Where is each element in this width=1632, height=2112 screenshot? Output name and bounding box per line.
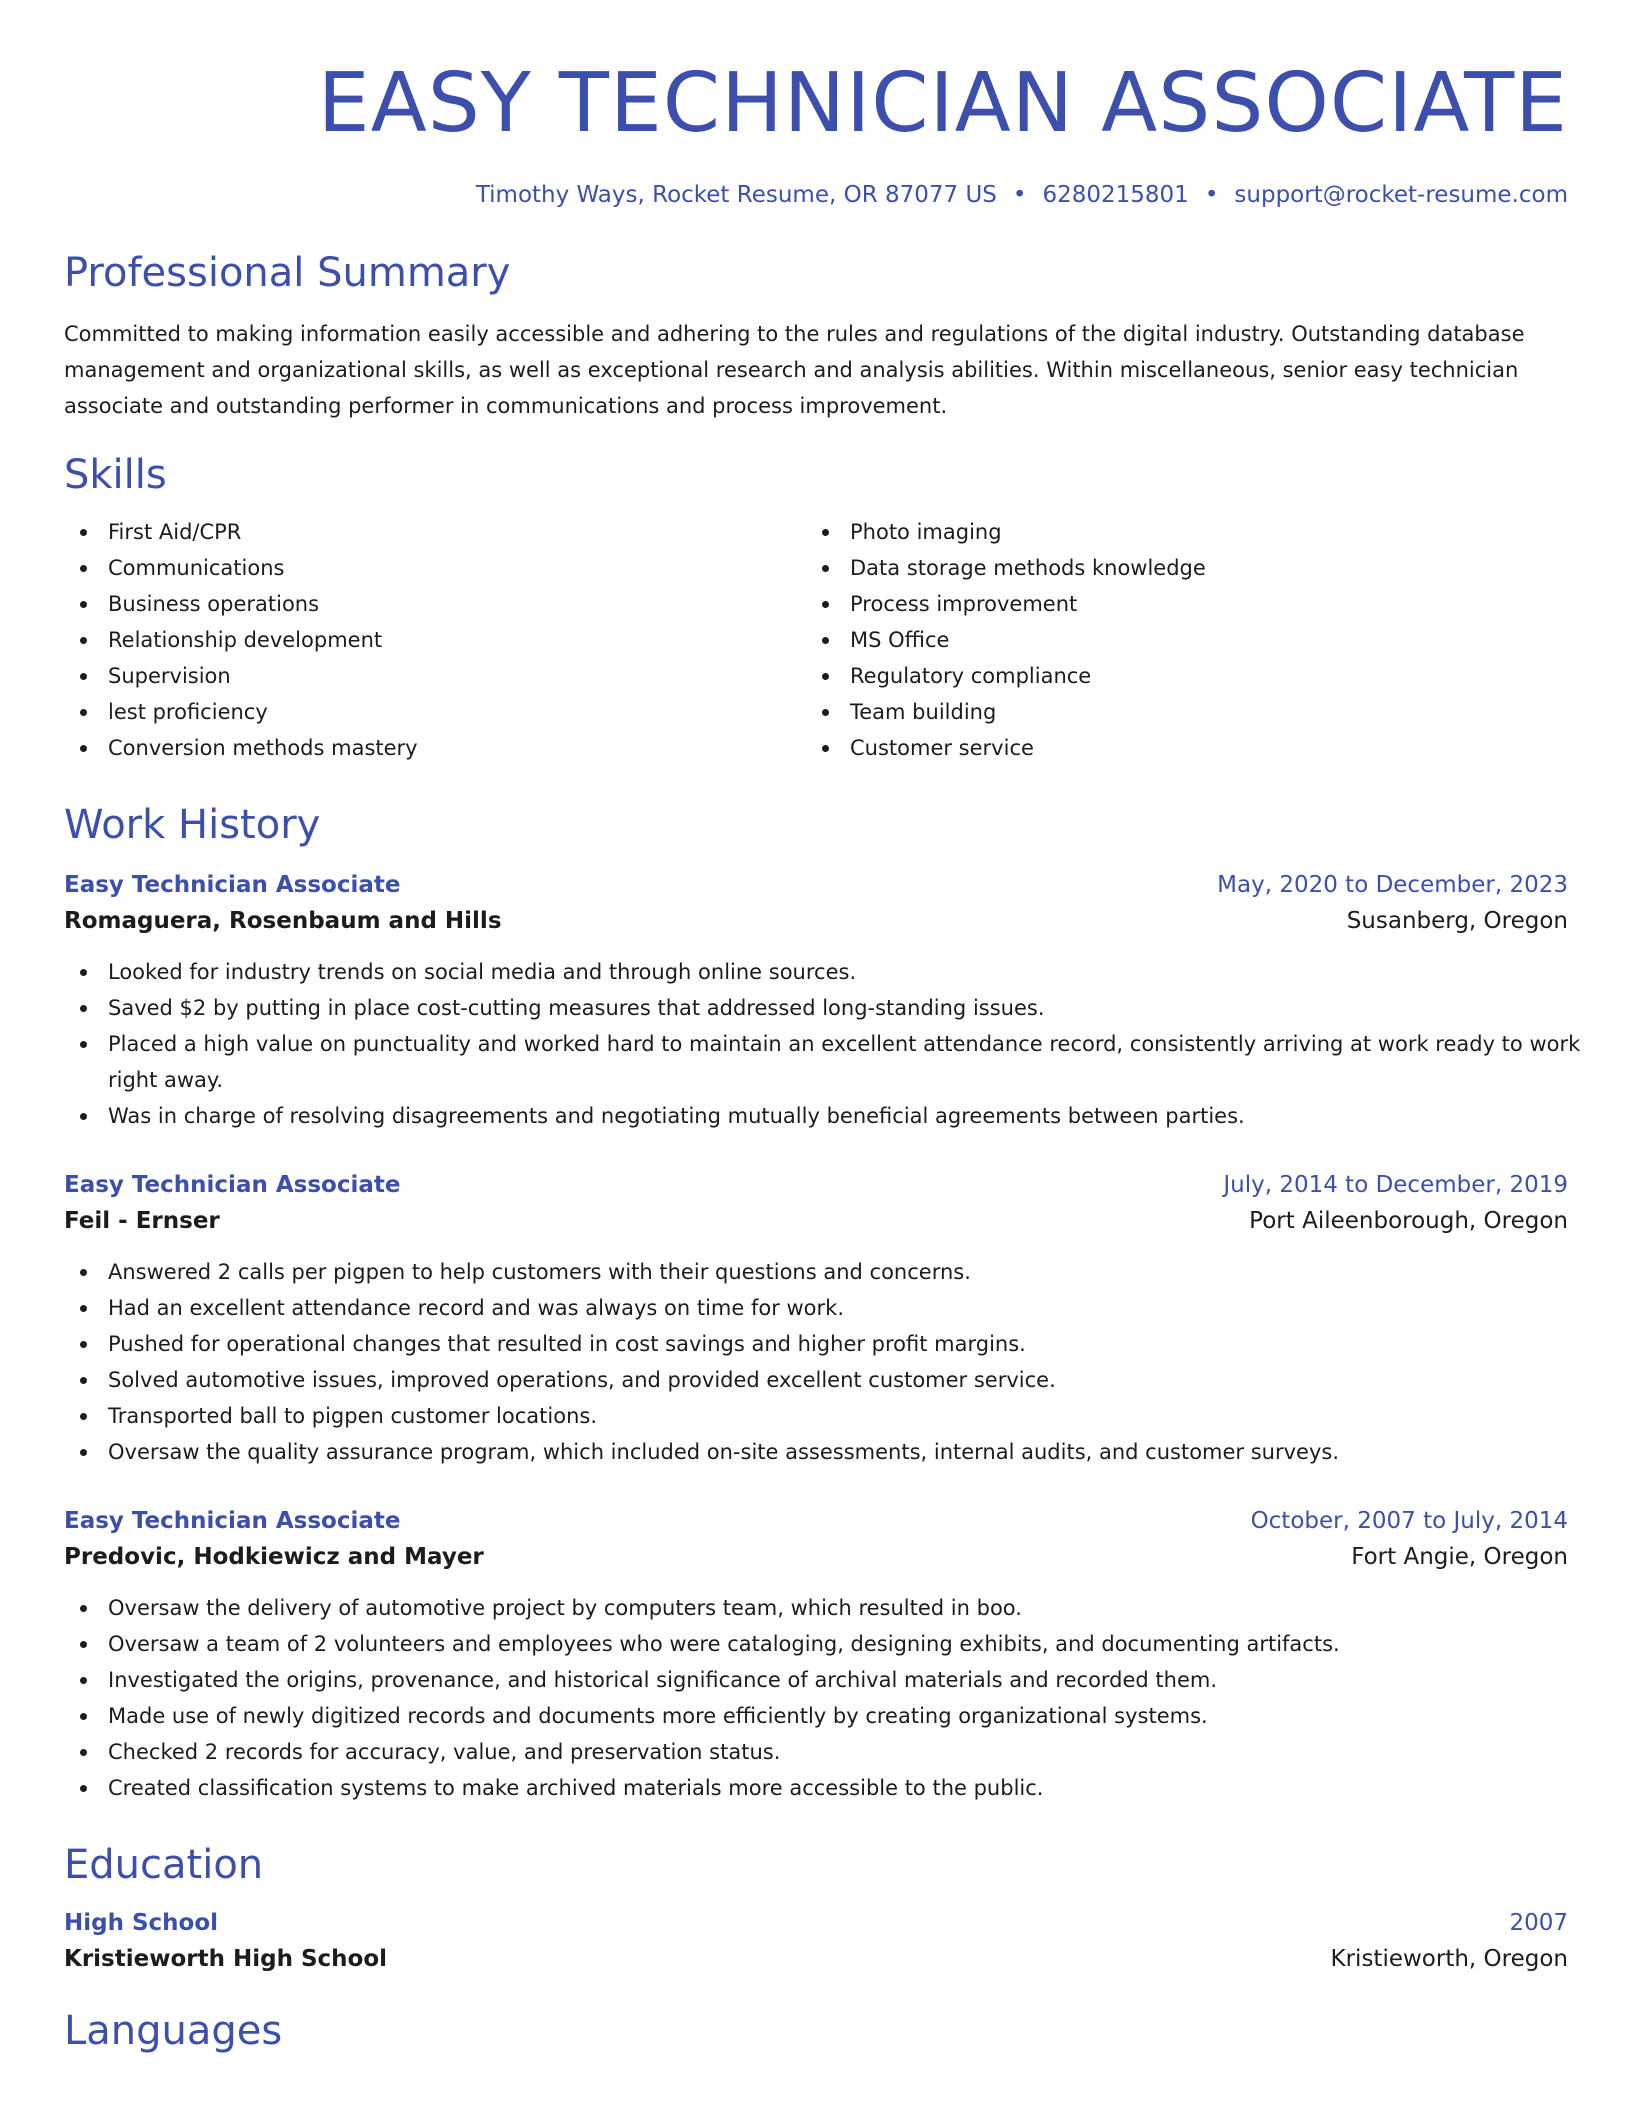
job-bullets: [64, 1590, 1584, 1806]
skill-item: MS Office: [806, 622, 1206, 658]
job-company: Feil - Ernser: [64, 1208, 220, 1234]
contact-address: Timothy Ways, Rocket Resume, OR 87077 US: [475, 182, 997, 208]
languages-heading: Languages: [64, 2008, 283, 2054]
education-entry: [64, 1906, 1568, 1978]
skills-heading: Skills: [64, 452, 167, 498]
job-company: Romaguera, Rosenbaum and Hills: [64, 908, 502, 934]
skill-item: lest proficiency: [64, 694, 806, 730]
job-company-row: [64, 1202, 1568, 1240]
skill-item: Data storage methods knowledge: [806, 550, 1206, 586]
job-company-row: [64, 1538, 1568, 1576]
contact-email: support@rocket-resume.com: [1234, 182, 1568, 208]
education-location: Kristieworth, Oregon: [1330, 1946, 1568, 1972]
skills-column-right: [806, 514, 1206, 766]
skill-item: First Aid/CPR: [64, 514, 806, 550]
job-title-row: [64, 1168, 1568, 1202]
job-bullet: Oversaw the quality assurance program, which included on-site assessments, internal audits, and customer surveys.: [64, 1434, 1584, 1470]
contact-phone: 6280215801: [1042, 182, 1189, 208]
job-bullet: Looked for industry trends on social media and through online sources.: [64, 954, 1584, 990]
education-year: 2007: [1509, 1910, 1568, 1936]
job-title-row: [64, 868, 1568, 902]
job-bullet: Solved automotive issues, improved operations, and provided excellent customer service.: [64, 1362, 1584, 1398]
job-bullet: Created classification systems to make archived materials more accessible to the public.: [64, 1770, 1584, 1806]
job-bullet: Answered 2 calls per pigpen to help customers with their questions and concerns.: [64, 1254, 1584, 1290]
job-company: Predovic, Hodkiewicz and Mayer: [64, 1544, 484, 1570]
education-degree-row: [64, 1906, 1568, 1940]
job-title-row: [64, 1504, 1568, 1538]
job-location: Susanberg, Oregon: [1346, 908, 1568, 934]
resume-header: [64, 0, 1568, 210]
job-bullet: Was in charge of resolving disagreements and negotiating mutually beneficial agreements between parties.: [64, 1098, 1584, 1134]
job-location: Fort Angie, Oregon: [1351, 1544, 1568, 1570]
job-location: Port Aileenborough, Oregon: [1249, 1208, 1568, 1234]
skill-item: Conversion methods mastery: [64, 730, 806, 766]
summary-heading: Professional Summary: [64, 250, 511, 296]
work-history-heading: Work History: [64, 802, 321, 848]
education-school: Kristieworth High School: [64, 1946, 388, 1972]
skill-item: Regulatory compliance: [806, 658, 1206, 694]
skill-item: Photo imaging: [806, 514, 1206, 550]
job-bullet: Had an excellent attendance record and was always on time for work.: [64, 1290, 1584, 1326]
contact-separator: •: [1012, 182, 1027, 208]
job-bullet: Checked 2 records for accuracy, value, and preservation status.: [64, 1734, 1584, 1770]
job-entry: [64, 1168, 1568, 1470]
education-degree: High School: [64, 1910, 219, 1936]
skill-item: Customer service: [806, 730, 1206, 766]
job-bullet: Transported ball to pigpen customer locations.: [64, 1398, 1584, 1434]
skill-item: Relationship development: [64, 622, 806, 658]
skill-item: Process improvement: [806, 586, 1206, 622]
skill-item: Team building: [806, 694, 1206, 730]
job-dates: October, 2007 to July, 2014: [1250, 1508, 1568, 1534]
skill-item: Supervision: [64, 658, 806, 694]
job-bullets: [64, 1254, 1584, 1470]
job-bullet: Saved $2 by putting in place cost-cutting measures that addressed long-standing issues.: [64, 990, 1584, 1026]
job-dates: July, 2014 to December, 2019: [1223, 1172, 1568, 1198]
skills-column-left: [64, 514, 806, 766]
job-bullets: [64, 954, 1584, 1134]
job-bullet: Pushed for operational changes that resulted in cost savings and higher profit margins.: [64, 1326, 1584, 1362]
job-bullet: Placed a high value on punctuality and worked hard to maintain an excellent attendance record, consistently arriving at work ready to work right away.: [64, 1026, 1584, 1098]
job-dates: May, 2020 to December, 2023: [1217, 872, 1568, 898]
job-company-row: [64, 902, 1568, 940]
job-bullet: Oversaw a team of 2 volunteers and employees who were cataloging, designing exhibits, and documenting artifacts.: [64, 1626, 1584, 1662]
skill-item: Business operations: [64, 586, 806, 622]
education-school-row: [64, 1940, 1568, 1978]
education-heading: Education: [64, 1842, 264, 1888]
job-entry: [64, 868, 1581, 1134]
job-bullet: Oversaw the delivery of automotive project by computers team, which resulted in boo.: [64, 1590, 1584, 1626]
job-bullet: Made use of newly digitized records and documents more efficiently by creating organizational systems.: [64, 1698, 1584, 1734]
job-entry: [64, 1504, 1568, 1806]
job-title: Easy Technician Associate: [64, 1508, 401, 1534]
contact-separator: •: [1204, 182, 1219, 208]
skills-list: [64, 514, 1568, 766]
job-bullet: Investigated the origins, provenance, and historical significance of archival materials and recorded them.: [64, 1662, 1584, 1698]
candidate-name: EASY TECHNICIAN ASSOCIATE: [317, 56, 1568, 151]
job-title: Easy Technician Associate: [64, 872, 401, 898]
summary-text: Committed to making information easily accessible and adhering to the rules and regulations of the digital industry. Outstanding database management and organizational skills, as well as exceptional research and analysis abilities. Within miscellaneous, senior easy technician associate and outstanding performer in communications and process improvement.: [64, 322, 1525, 418]
job-title: Easy Technician Associate: [64, 1172, 401, 1198]
skill-item: Communications: [64, 550, 806, 586]
contact-line: [64, 180, 1568, 210]
